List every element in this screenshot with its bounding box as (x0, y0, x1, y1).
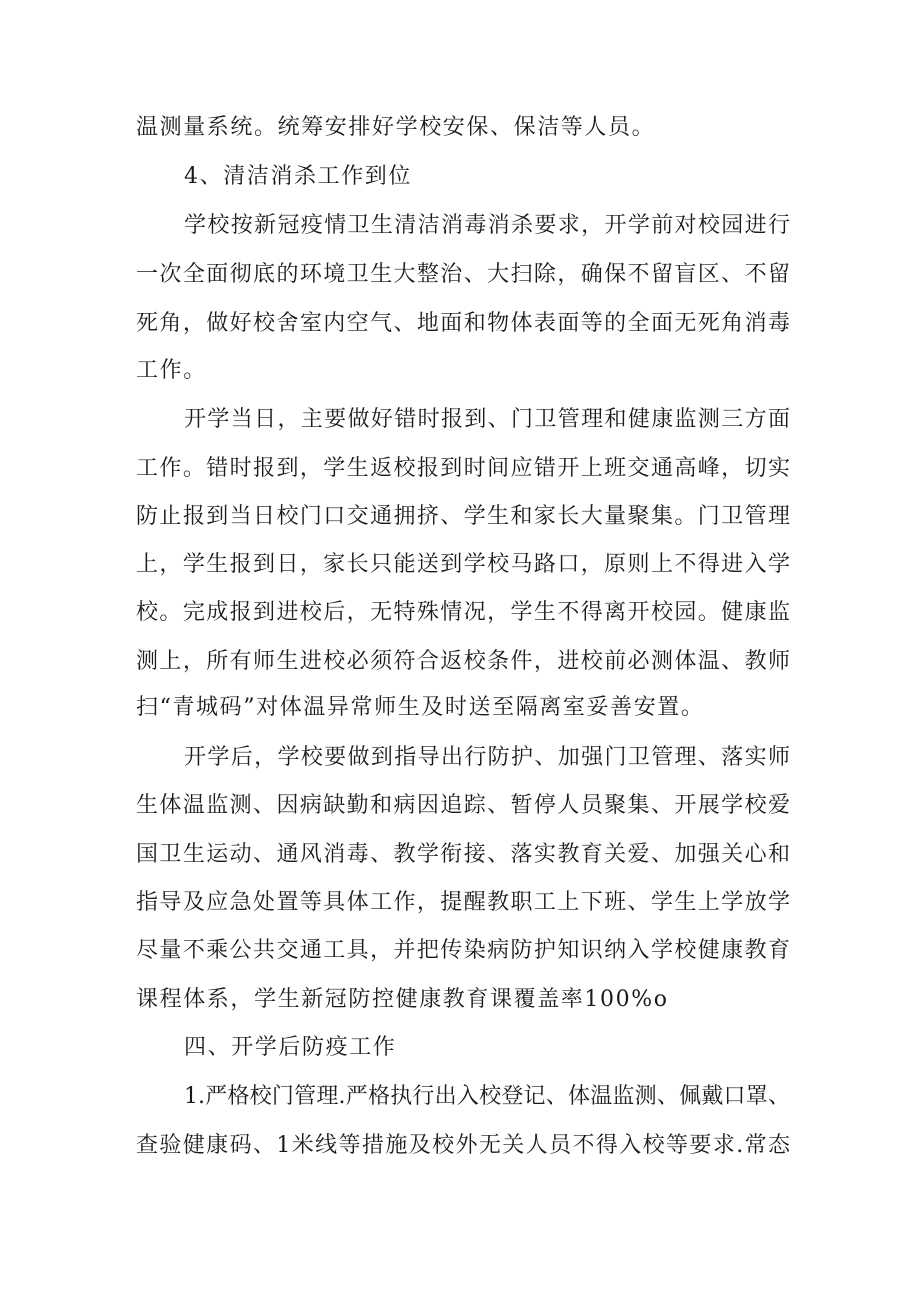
text-line: 上，学生报到日，家长只能送到学校马路口，原则上不得进入学 (136, 552, 790, 577)
text-line: 学校按新冠疫情卫生清洁消毒消杀要求，开学前对校园进行 (184, 213, 790, 238)
text-line: 扫“青城码”对体温异常师生及时送至隔离室妥善安置。 (136, 695, 705, 720)
text-line: 生体温监测、因病缺勤和病因追踪、暂停人员聚集、开展学校爱 (136, 793, 790, 818)
text-line: 一次全面彻底的环境卫生大整治、大扫除，确保不留盲区、不留 (136, 262, 790, 287)
text-line: 死角，做好校舍室内空气、地面和物体表面等的全面无死角消毒 (136, 311, 790, 336)
text-line: 防止报到当日校门口交通拥挤、学生和家长大量聚集。门卫管理 (136, 504, 790, 529)
text-line: 工作。 (136, 358, 207, 383)
section-heading: 四、开学后防疫工作 (184, 1035, 397, 1060)
text-line: 开学后，学校要做到指导出行防护、加强门卫管理、落实师 (184, 745, 790, 770)
text-line: 温测量系统。统筹安排好学校安保、保洁等人员。 (136, 115, 656, 140)
text-line: 尽量不乘公共交通工具，并把传染病防护知识纳入学校健康教育 (136, 938, 790, 963)
text-line: 校。完成报到进校后，无特殊情况，学生不得离开校园。健康监 (136, 600, 790, 625)
text-line: 开学当日，主要做好错时报到、门卫管理和健康监测三方面 (184, 407, 790, 432)
section-heading: 4、清洁消杀工作到位 (184, 164, 412, 189)
text-line: 国卫生运动、通风消毒、教学衔接、落实教育关爱、加强关心和 (136, 842, 790, 867)
text-line: 指导及应急处置等具体工作，提醒教职工上下班、学生上学放学 (136, 890, 790, 915)
text-line: 测上，所有师生进校必须符合返校条件，进校前必测体温、教师 (136, 649, 790, 674)
text-line: 查验健康码、1米线等措施及校外无关人员不得入校等要求.常态 (136, 1133, 790, 1158)
text-line: 课程体系，学生新冠防控健康教育课覆盖率100%o (136, 987, 669, 1012)
text-line: 1.严格校门管理.严格执行出入校登记、体温监测、佩戴口罩、 (184, 1084, 790, 1109)
text-line: 工作。错时报到，学生返校报到时间应错开上班交通高峰，切实 (136, 456, 790, 481)
